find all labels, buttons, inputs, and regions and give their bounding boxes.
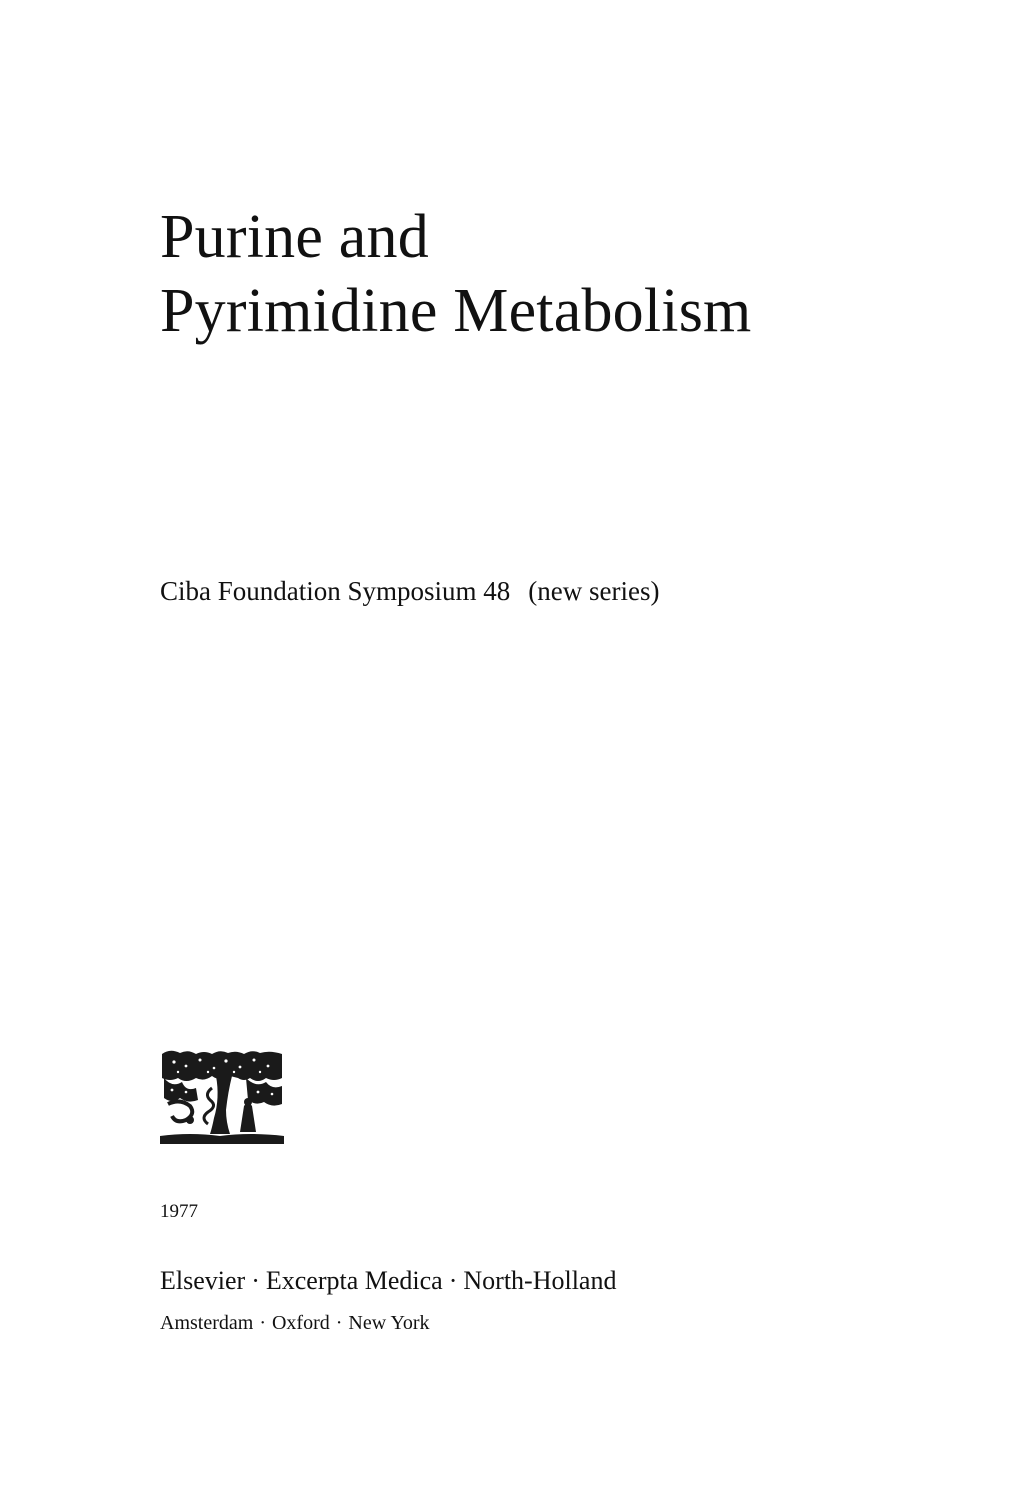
- series-line: [160, 576, 659, 607]
- publication-year: 1977: [160, 1201, 198, 1222]
- place-name: Oxford: [271, 1312, 330, 1334]
- title-line-1: Purine and: [160, 203, 429, 271]
- separator-dot: ·: [259, 1312, 266, 1334]
- separator-dot: ·: [251, 1266, 260, 1295]
- places-line: [160, 1312, 430, 1335]
- publisher-name: Elsevier: [160, 1266, 246, 1295]
- place-name: New York: [348, 1312, 430, 1334]
- title-line-2: Pyrimidine Metabolism: [160, 277, 752, 345]
- series-note: (new series): [528, 576, 660, 606]
- place-name: Amsterdam: [160, 1312, 254, 1334]
- separator-dot: ·: [335, 1312, 343, 1334]
- publisher-name: North-Holland: [463, 1266, 617, 1295]
- publisher-name: Excerpta Medica: [265, 1266, 443, 1295]
- publishers-line: [160, 1266, 616, 1296]
- tree-emblem-icon: [160, 1048, 284, 1146]
- separator-dot: ·: [448, 1266, 458, 1295]
- series-name: Ciba Foundation Symposium 48: [160, 576, 511, 606]
